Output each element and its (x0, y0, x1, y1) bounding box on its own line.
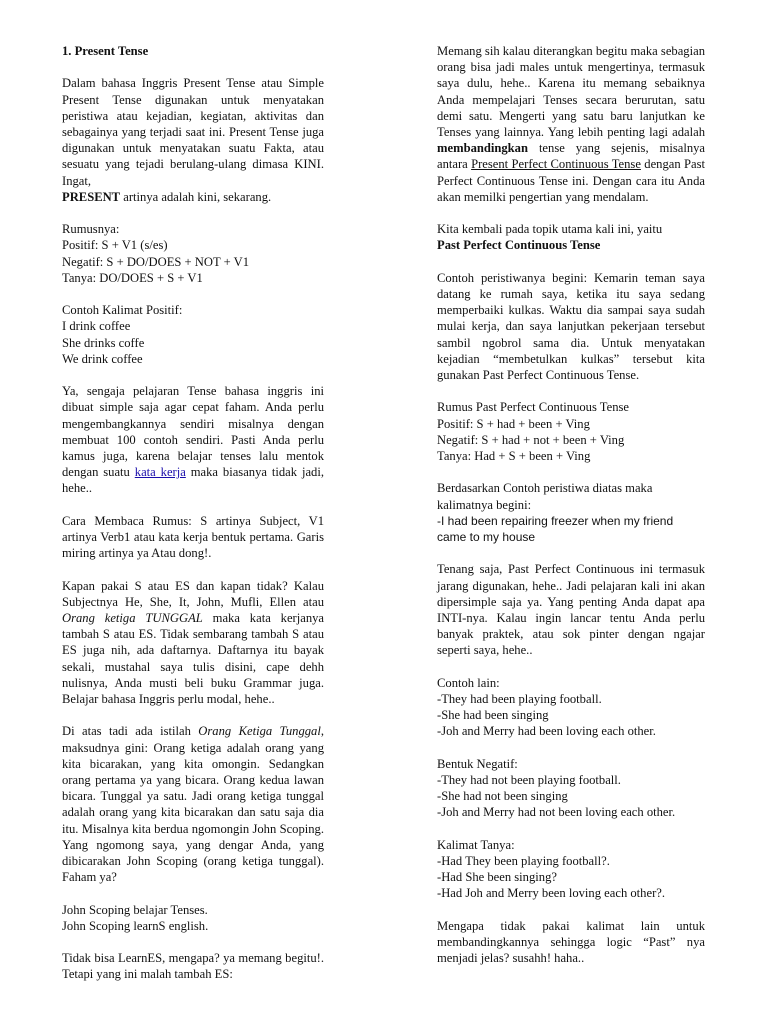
topic-title: Past Perfect Continuous Tense (437, 238, 601, 253)
example-line: -She had been singing (437, 708, 549, 723)
example-line: -Had She been singing? (437, 870, 557, 885)
formula-line: Positif: S + had + been + Ving (437, 416, 590, 431)
paragraph-text: tense yang sejenis, misalnya antara (437, 141, 705, 172)
formula-block (62, 221, 324, 286)
paragraph-text: dengan Past Perfect Continuous Tense ini. Dengan cara itu Anda akan memilki pengertian yang mendalam. (437, 157, 705, 204)
example-line: We drink coffee (62, 351, 143, 366)
paragraph-text: maka kata kerjanya tambah S atau ES. Tidak sembarang tambah S atau ES juga nih, ada daftarnya. Daftarnya itu bayak sekali, mustahal saya tulis disini, cape dehh nulisnya, Anda musti beli buku Grammar juga. Belajar bahasa Inggris perlu modal, hehe.. (62, 611, 325, 707)
example-line: She drinks coffe (62, 335, 145, 350)
john-block (62, 902, 324, 934)
example-line: -Joh and Merry had been loving each other. (437, 724, 656, 739)
paragraph-ya (62, 383, 324, 496)
paragraph-tenang: Tenang saja, Past Perfect Continuous ini termasuk jarang digunakan, hehe.. Jadi pelajaran kali ini akan dipersimple saja ya. Yang penting Anda dapat apa INTI-nya. Kalau ingin lancar tentu Anda perlu banyak praktek, atau sok pinter dengan ngajar seperti saya, hehe.. (437, 562, 705, 658)
formula-block (437, 399, 705, 464)
example-line: -They had been playing football. (437, 692, 602, 707)
formula-line: Tanya: Had + S + been + Ving (437, 449, 591, 464)
example-line: Contoh lain: (437, 675, 500, 690)
tanya-block (437, 837, 705, 902)
example-line: -Had Joh and Merry been loving each other?. (437, 886, 666, 901)
paragraph-mengapa: Mengapa tidak pakai kalimat lain untuk membandingkannya sehingga logic “Past” nya menjadi jelas? susahh! haha.. (437, 918, 705, 966)
example-line: -She had not been singing (437, 789, 568, 804)
negatif-block (437, 756, 705, 821)
paragraph-text: maka biasanya tidak jadi, hehe.. (62, 465, 325, 496)
paragraph-text: , maksudnya gini: Orang ketiga adalah orang yang kita bicarakan, yang kita omongin. Sedangkan orang pertama ya yang bicara. Orang kedua lawan bicara. Tunggal ya satu. Jadi orang ketiga tunggal adalah orang yang kita bicarakan dan satu saja dia itu. Misalnya kita berdua ngomongin John Scoping. Yang ngomong saya, yang dengar Anda, yang dibicarakan John Scoping (orang ketiga tunggal). Faham ya? (62, 724, 325, 885)
example-line: Bentuk Negatif: (437, 756, 518, 771)
formula-line: Negatif: S + DO/DOES + NOT + V1 (62, 254, 250, 269)
kata-kerja-link[interactable]: kata kerja (134, 465, 186, 480)
contoh-lain-block (437, 675, 705, 740)
paragraph-contoh: Contoh peristiwanya begini: Kemarin teman saya datang ke rumah saya, ketika itu saya sedang memperbaiki kulkas. Waktu dia sampai saya sudah mulai kerja, dan saya lanjutkan pekerjaan tersebut sambil ngobrol sama dia. Untuk menyatakan kejadian “membetulkan kulkas” tersebut kita gunakan Past Perfect Continuous Tense. (437, 270, 705, 383)
section-heading: 1. Present Tense (62, 44, 149, 58)
berdasarkan-text: Berdasarkan Contoh peristiwa diatas maka kalimatnya begini: (437, 481, 653, 512)
formula-line: Positif: S + V1 (s/es) (62, 238, 168, 253)
example-sentence: -I had been repairing freezer when my friend came to my house (437, 513, 674, 545)
paragraph-text: Di atas tadi ada istilah (62, 724, 199, 739)
intro-text-end: artinya adalah kini, sekarang. (120, 189, 272, 204)
example-line: John Scoping belajar Tenses. (62, 902, 208, 917)
paragraph-kapan (62, 578, 324, 708)
formula-line: Rumus Past Perfect Continuous Tense (437, 400, 629, 415)
examples-block (62, 302, 324, 367)
intro-text: Dalam bahasa Inggris Present Tense atau Simple Present Tense digunakan untuk menyatakan peristiwa atau kejadian, kegiatan, aktivitas dan sebagainya yang terjadi saat ini. Present Tense juga digunakan untuk menyatakan suatu Fakta, atau sesuatu yang tejadi berulang-ulang dimasa KINI. Ingat, (62, 76, 324, 188)
example-line: -Joh and Merry had not been loving each other. (437, 805, 676, 820)
right-column (437, 43, 705, 983)
example-sentence-block (437, 480, 705, 545)
intro-paragraph (62, 75, 324, 205)
paragraph-text: Memang sih kalau diterangkan begitu maka sebagian orang bisa jadi males untuk mengertinya, termasuk saya dulu, hehe.. Karena itu memang sebaiknya Anda mempelajari Tenses secara berurutan, satu demi satu. Mengerti yang satu baru lanjutkan ke Tenses yang lainnya. Yang lebih penting lagi adalah (437, 44, 705, 140)
example-line: I drink coffee (62, 319, 131, 334)
paragraph-memang (437, 43, 705, 205)
paragraph-tidak: Tidak bisa LearnES, mengapa? ya memang begitu!. Tetapi yang ini malah tambah ES: (62, 951, 324, 982)
formula-line: Tanya: DO/DOES + S + V1 (62, 270, 203, 285)
paragraph-text: Ya, sengaja pelajaran Tense bahasa inggris ini dibuat simple saja agar cepat faham. Anda perlu mengembangkannya sendiri misalnya dengan membuat 100 contoh sendiri. Pasti Anda perlu kamus juga, karena belajar tenses lalu mentok dengan suatu (62, 384, 324, 480)
example-line: -They had not been playing football. (437, 773, 621, 788)
underlined-term: Present Perfect Continuous Tense (471, 157, 641, 172)
example-line: John Scoping learnS english. (62, 918, 209, 933)
formula-line: Negatif: S + had + not + been + Ving (437, 432, 625, 447)
paragraph-cara: Cara Membaca Rumus: S artinya Subject, V1 artinya Verb1 atau kata kerja bentuk pertama. Garis miring artinya ya Atau dong!. (62, 513, 324, 561)
intro-bold: PRESENT (62, 189, 121, 204)
topic-intro: Kita kembali pada topik utama kali ini, yaitu (437, 222, 663, 237)
formula-line: Rumusnya: (62, 222, 120, 237)
topic-block (437, 221, 705, 253)
italic-term: Orang Ketiga Tunggal (198, 724, 321, 739)
bold-term: membandingkan (437, 141, 528, 156)
paragraph-diatas (62, 723, 324, 885)
left-column (62, 43, 324, 999)
paragraph-text: Kapan pakai S atau ES dan kapan tidak? Kalau Subjectnya He, She, It, John, Mufli, Ellen atau (62, 578, 324, 609)
example-line: Contoh Kalimat Positif: (62, 303, 183, 318)
italic-term: Orang ketiga TUNGGAL (62, 611, 203, 626)
example-line: -Had They been playing football?. (437, 854, 610, 869)
example-line: Kalimat Tanya: (437, 837, 515, 852)
